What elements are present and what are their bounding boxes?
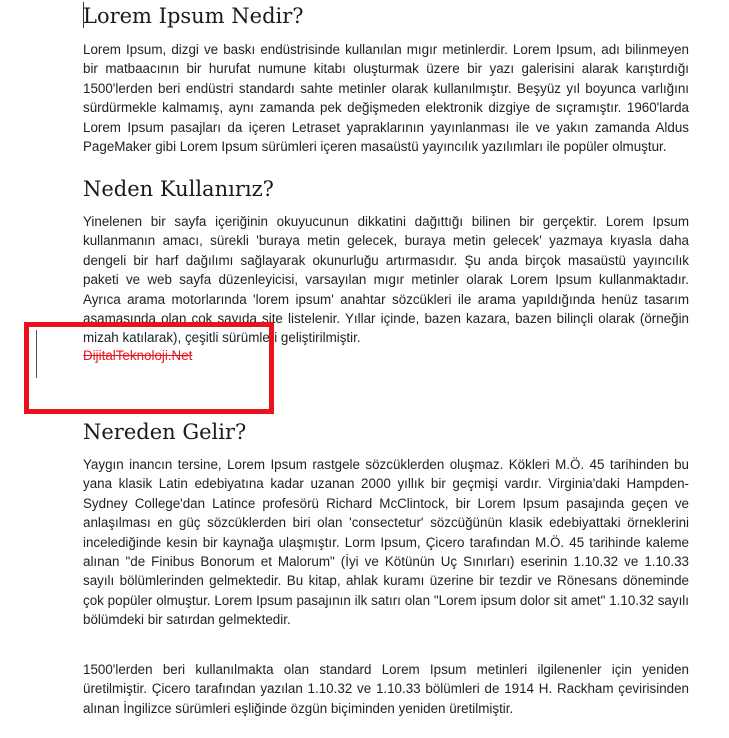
paragraph-why-use: Yinelenen bir sayfa içeriğinin okuyucunun dikkatini dağıttığı bilinen bir gerçektir. Lorem Ipsum kullanmanın amacı, sürekli 'buraya metin gelecek, buraya metin gelecek' yazmaya kıyasla daha dengeli bir harf dağılımı sağlayarak okunurluğu artırmasıdır. Şu anda birçok masaüstü yayıncılık paketi ve web sayfa düzenleyicisi, varsayılan mıgır metinler olarak Lorem Ipsum kullanmaktadır. Ayrıca arama motorlarında 'lorem ipsum' anahtar sözcükleri ile arama yapıldığında henüz tasarım aşamasında olan çok sayıda site listelenir. Yıllar içinde, bazen kazara, bazen bilinçli olarak (örneğin mizah katılarak), çeşitli sürümleri geliştirilmiştir. [83, 214, 689, 346]
struck-link-text: DijitalTeknoloji.Net [83, 348, 193, 363]
paragraph-where-from-1: Yaygın inancın tersine, Lorem Ipsum rastgele sözcüklerden oluşmaz. Kökleri M.Ö. 45 tarihinden bu yana klasik Latin edebiyatına kadar uzanan 2000 yıllık bir geçmişi vardır. Virginia'daki Hampden-Sydney College'dan Latince profesörü Richard McClintock, bir Lorem Ipsum pasajında geçen ve anlaşılması en güç sözcüklerden biri olan 'consectetur' sözcüğünün klasik edebiyattaki örneklerini incelediğinde kesin bir kaynağa ulaşmıştır. Lorm Ipsum, Çicero tarafından M.Ö. 45 tarihinde kaleme alınan "de Finibus Bonorum et Malorum" (İyi ve Kötünün Uç Sınırları) eserinin 1.10.32 ve 1.10.33 sayılı bölümlerinden gelmektedir. Bu kitap, ahlak kuramı üzerine bir tezdir ve Rönesans döneminde çok popüler olmuştur. Lorem Ipsum pasajının ilk satırı olan "Lorem ipsum dolor sit amet" 1.10.32 sayılı bölümdeki bir satırdan gelmektedir. [83, 457, 689, 628]
red-highlight-box [24, 322, 274, 414]
heading-what-is: Lorem Ipsum Nedir? [83, 4, 304, 28]
paragraph-what-is: Lorem Ipsum, dizgi ve baskı endüstrisinde kullanılan mıgır metinlerdir. Lorem Ipsum, adı bilinmeyen bir matbaacının bir hurufat numune kitabı oluşturmak üzere bir yazı galerisini alarak karıştırdığı 1500'lerden beri endüstri standardı sahte metinler olarak kullanılmıştır. Beşyüz yıl boyunca varlığını sürdürmekle kalmamış, aynı zamanda pek değişmeden elektronik dizgiye de sıçramıştır. 1960'larda Lorem Ipsum pasajları da içeren Letraset yapraklarının yayınlanması ile ve yakın zamanda Aldus PageMaker gibi Lorem Ipsum sürümleri içeren masaüstü yayıncılık yazılımları ile popüler olmuştur. [83, 42, 689, 155]
heading-where-from: Nereden Gelir? [83, 420, 247, 444]
heading-why-use: Neden Kullanırız? [83, 177, 274, 201]
paragraph-where-from-2: 1500'lerden beri kullanılmakta olan standard Lorem Ipsum metinleri ilgilenenler için yeniden üretilmiştir. Çicero tarafından yazılan 1.10.32 ve 1.10.33 bölümleri de 1914 H. Rackham çevirisinden alınan İngilizce sürümleri eşliğinde özgün biçiminden yeniden üretilmiştir. [83, 662, 689, 716]
